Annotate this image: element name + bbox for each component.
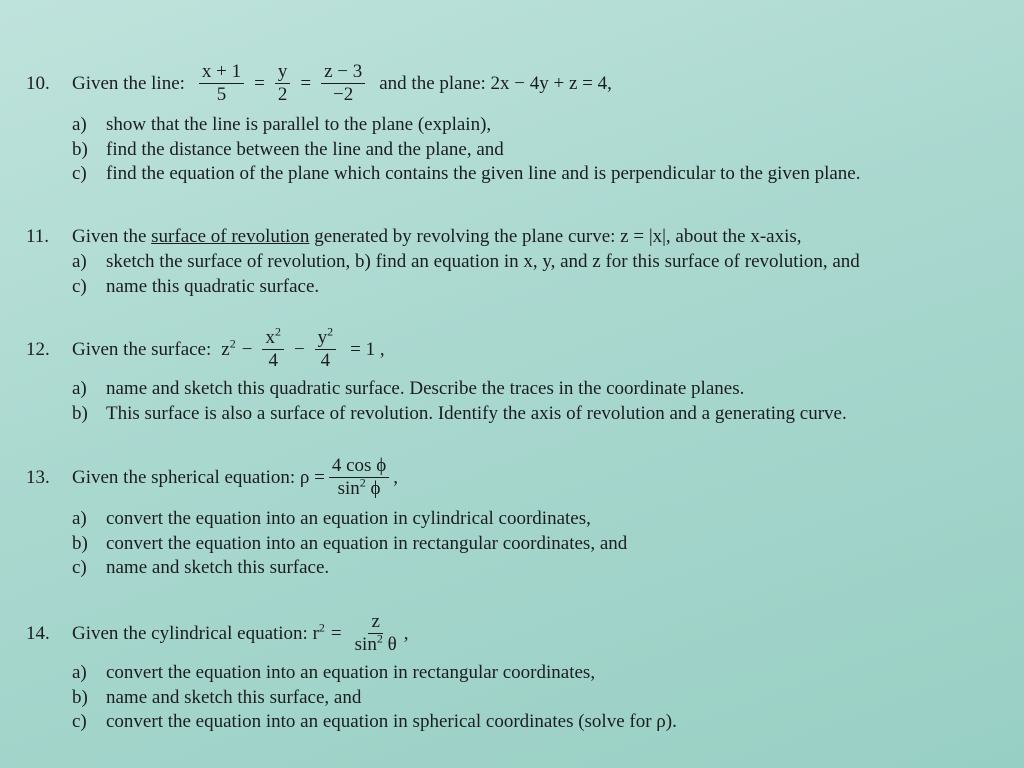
part-c: c) find the equation of the plane which contains the given line and is perpendicular to the given plane.	[72, 163, 861, 184]
problem-number: 12.	[26, 338, 50, 360]
underlined-term: surface of revolution	[151, 226, 310, 247]
problem-11-statement: 11. Given the surface of revolution generated by revolving the plane curve: z = |x|, about the x-axis,	[26, 226, 802, 247]
z-squared: $z^2$	[221, 336, 236, 360]
fraction-denominator: 2	[277, 84, 288, 105]
part-c: c) name and sketch this surface.	[72, 557, 330, 578]
part-b: b) convert the equation into an equation in rectangular coordinates, and	[72, 532, 628, 554]
problem-number: 13.	[26, 466, 50, 488]
fraction-denominator: 5	[216, 84, 227, 105]
problem-number: 11.	[26, 226, 50, 247]
equals-sign: =	[300, 72, 312, 94]
problem-10	[26, 62, 984, 187]
fraction-z	[321, 62, 365, 105]
fraction-spherical: $\frac{\text{4 cos ϕ}}{\sin^2 \phi}$	[329, 456, 389, 499]
problem-number: 14.	[26, 622, 50, 644]
fraction-x-squared: $\frac{x^2}{4}$	[262, 328, 284, 371]
problem-12	[26, 324, 984, 426]
problem-10-statement	[26, 62, 984, 105]
part-c: c) name this quadratic surface.	[72, 275, 320, 297]
fraction-cylindrical: $\frac{z}{\sin^2 \theta}$	[354, 611, 397, 655]
problem-intro: Given the line:	[72, 72, 185, 94]
equation-rhs: = 1 ,	[350, 338, 385, 360]
part-a: a) sketch the surface of revolution, b) find an equation in x, y, and z for this surface of revolution, and	[72, 251, 860, 272]
part-a: a) show that the line is parallel to the plane (explain),	[72, 114, 492, 135]
part-b: b) find the distance between the line and the plane, and	[72, 138, 504, 160]
part-a: a) convert the equation into an equation in cylindrical coordinates,	[72, 508, 591, 529]
problem-number: 10.	[26, 72, 50, 94]
problem-14	[26, 612, 984, 735]
fraction-numerator: y	[275, 62, 291, 84]
problem-11	[26, 226, 984, 299]
part-b: b) This surface is also a surface of revolution. Identify the axis of revolution and a generating curve.	[72, 402, 847, 424]
equals-sign: =	[254, 72, 265, 94]
fraction-x	[199, 62, 244, 105]
fraction-numerator: x + 1	[199, 62, 244, 84]
part-c: c) convert the equation into an equation in spherical coordinates (solve for ρ).	[72, 711, 677, 732]
plane-equation: and the plane: 2x − 4y + z = 4,	[379, 72, 612, 94]
problem-13	[26, 456, 984, 581]
problem-13-statement: 13. Given the spherical equation: ρ = $\frac{\text{4 cos ϕ}}{\sin^2 \phi}$ ,	[26, 455, 398, 499]
part-a: a) convert the equation into an equation in rectangular coordinates,	[72, 662, 596, 683]
fraction-numerator: z − 3	[321, 62, 365, 84]
fraction-denominator: −2	[333, 84, 354, 105]
problem-14-statement: 14. Given the cylindrical equation: $r^2$ = $\frac{z}{\sin^2 \theta}$ ,	[26, 611, 409, 655]
fraction-y-squared: $\frac{y^2}{4}$	[315, 328, 337, 371]
part-a: a) name and sketch this quadratic surface. Describe the traces in the coordinate planes.	[72, 378, 745, 399]
problem-12-statement: 12. Given the surface: $z^2$ − $\frac{x^2}{4}$ − $\frac{y^2}{4}$ = 1 ,	[26, 324, 385, 371]
part-b: b) name and sketch this surface, and	[72, 686, 362, 708]
fraction-y	[275, 62, 291, 105]
